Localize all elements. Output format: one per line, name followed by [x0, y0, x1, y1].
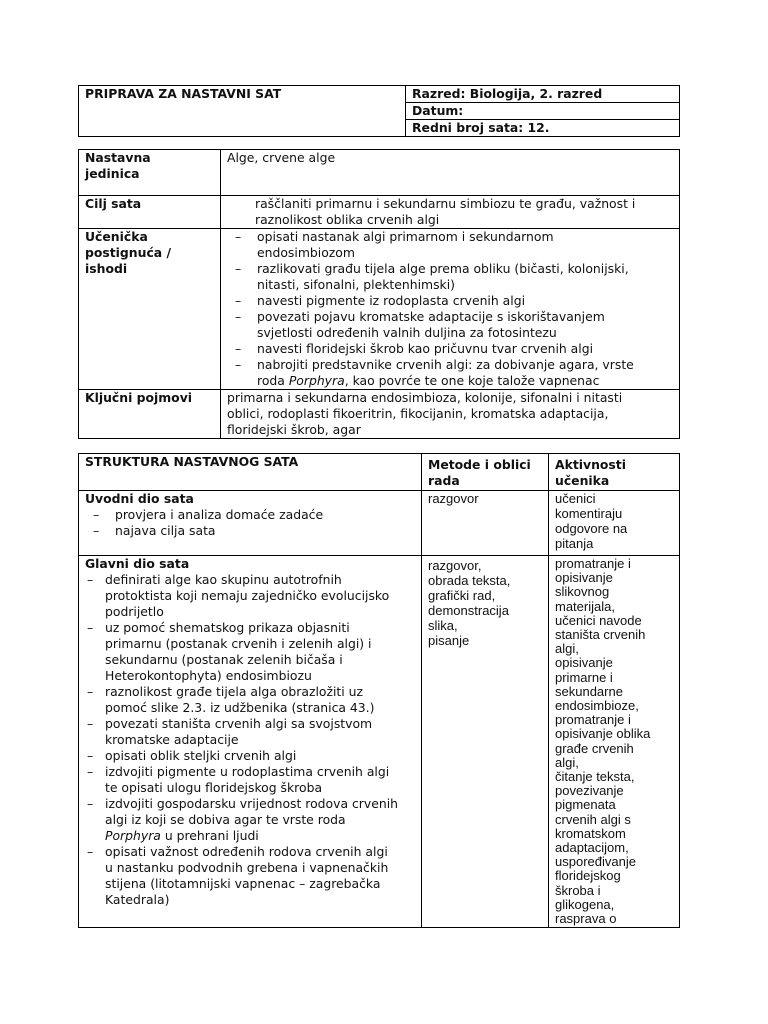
intro-item: – provjera i analiza domaće zadaće — [85, 507, 415, 523]
main-section: Glavni dio sata – definirati alge kao skupinu autotrofnih protoktista koji nemaju zajedničko evolucijsko podrijetlo – uz pomoć shematskog prikaza objasniti primarnu (postanak crvenih i zelenih algi) i sekundarnu (postanak zelenih bičaša i Heterokontophyta) endosimbiozu – raznolikost građe tijela alga obrazložiti uz pomoć slike 2.3. iz udžbenika (stranica 43.) – povezati staništa crvenih algi sa svojstvom kromatske adaptacije – opisati oblik steljki crvenih algi – izdvojiti pigmente u rodoplastima crvenih algi te opisati ulogu floridejskog škroba – izdvojiti gospodarsku vrijednost rodova crvenih algi iz koji se dobiva agar te vrste roda Porphyra u prehrani ljudi – opisati važnost određenih rodova crvenih algi u nastanku podvodnih grebena i vapnenačkih stijena (litotamnijski vapnenac – zagrebačka Katedrala) — [79, 556, 422, 928]
unit-value: Alge, crvene alge — [221, 150, 680, 196]
main-item: – opisati važnost određenih rodova crvenih algi u nastanku podvodnih grebena i vapnenačkih stijena (litotamnijski vapnenac – zagrebačka Katedrala) — [85, 844, 415, 908]
intro-item: – najava cilja sata — [85, 523, 415, 539]
main-item: – uz pomoć shematskog prikaza objasniti primarnu (postanak crvenih i zelenih algi) i sekundarnu (postanak zelenih bičaša i Heterokontophyta) endosimbiozu — [85, 620, 415, 684]
main-item: – izdvojiti gospodarsku vrijednost rodova crvenih algi iz koji se dobiva agar te vrste roda Porphyra u prehrani ljudi — [85, 796, 415, 844]
main-item: – definirati alge kao skupinu autotrofnih protoktista koji nemaju zajedničko evolucijsko podrijetlo — [85, 572, 415, 620]
goal-value: raščlaniti primarnu i sekundarnu simbiozu te građu, važnost i raznolikost oblika crvenih algi — [221, 196, 680, 229]
grade-cell: Razred: Biologija, 2. razred — [406, 86, 680, 103]
outcomes-list — [221, 229, 680, 390]
outcome-item: – navesti floridejski škrob kao pričuvnu tvar crvenih algi — [227, 341, 673, 357]
key-terms-value: primarna i sekundarna endosimbioza, kolonije, sifonalni i nitasti oblici, rodoplasti fikoeritrin, fikocijanin, kromatska adaptacija, floridejski škrob, agar — [221, 390, 680, 439]
main-item: – opisati oblik steljki crvenih algi — [85, 748, 415, 764]
intro-methods: razgovor — [422, 491, 549, 556]
date-cell: Datum: — [406, 103, 680, 120]
outcome-item: – opisati nastanak algi primarnom i sekundarnom endosimbiozom — [227, 229, 673, 261]
plan-title: PRIPRAVA ZA NASTAVNI SAT — [79, 86, 406, 137]
intro-section: Uvodni dio sata – provjera i analiza domaće zadaće – najava cilja sata — [79, 491, 422, 556]
outcome-item: – povezati pojavu kromatske adaptacije s iskorištavanjem svjetlosti određenih valnih duljina za fotosintezu — [227, 309, 673, 341]
main-methods: razgovor, obrada teksta, grafički rad, demonstracija slika, pisanje — [422, 556, 549, 928]
outcome-item: – nabrojiti predstavnike crvenih algi: za dobivanje agara, vrste roda Porphyra, kao povrće te one koje talože vapnenac — [227, 357, 673, 389]
lesson-number-cell: Redni broj sata: 12. — [406, 120, 680, 137]
intro-activities: učenici komentiraju odgovore na pitanja — [549, 491, 680, 556]
main-item: – raznolikost građe tijela alga obrazložiti uz pomoć slike 2.3. iz udžbenika (stranica 43.) — [85, 684, 415, 716]
main-item: – izdvojiti pigmente u rodoplastima crvenih algi te opisati ulogu floridejskog škroba — [85, 764, 415, 796]
goal-label: Cilj sata — [79, 196, 221, 229]
key-terms-label: Ključni pojmovi — [79, 390, 221, 439]
unit-label: Nastavna jedinica — [79, 150, 221, 196]
outcome-item: – razlikovati građu tijela alge prema obliku (bičasti, kolonijski, nitasti, sifonalni, plektenhimski) — [227, 261, 673, 293]
structure-header: STRUKTURA NASTAVNOG SATA — [79, 454, 422, 491]
main-item: – povezati staništa crvenih algi sa svojstvom kromatske adaptacije — [85, 716, 415, 748]
activities-header: Aktivnosti učenika — [549, 454, 680, 491]
structure-table — [78, 453, 680, 928]
info-table — [78, 149, 680, 439]
outcomes-label: Učenička postignuća / ishodi — [79, 229, 221, 390]
outcome-item: – navesti pigmente iz rodoplasta crvenih algi — [227, 293, 673, 309]
methods-header: Metode i oblici rada — [422, 454, 549, 491]
main-activities: promatranje i opisivanje slikovnog materijala, učenici navode staništa crvenih algi, opisivanje primarne i sekundarne endosimbioze, promatranje i opisivanje oblika građe crvenih algi, čitanje teksta, povezivanje pigmenata crvenih algi s kromatskom adaptacijom, uspoređivanje floridejskog škroba i glikogena, rasprava o — [549, 556, 680, 928]
header-table — [78, 85, 680, 137]
